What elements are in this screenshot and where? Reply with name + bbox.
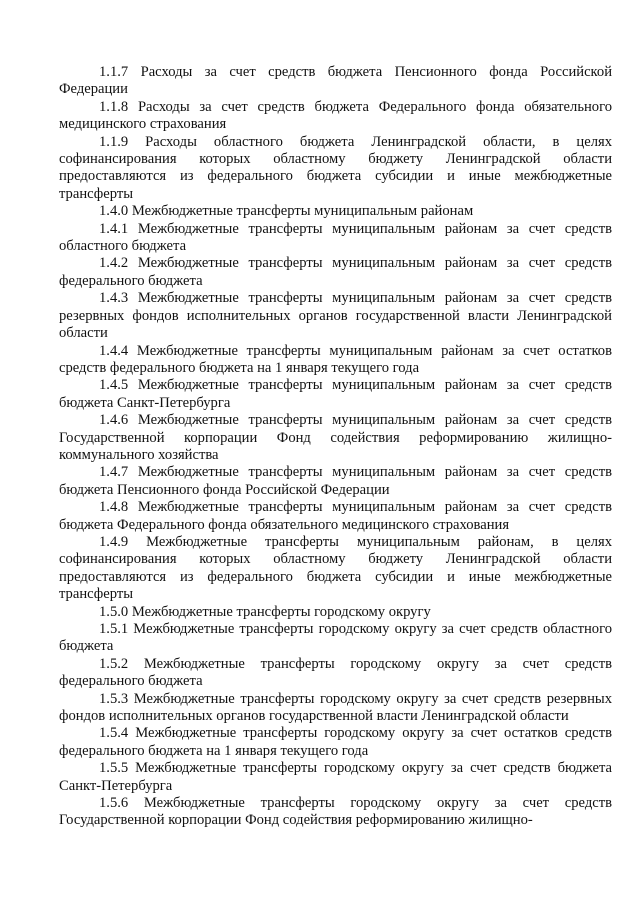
paragraph-1-5-4: 1.5.4 Межбюджетные трансферты городскому округу за счет остатков средств федерального бюджета на 1 января текущего года — [59, 725, 612, 759]
paragraph-1-1-9: 1.1.9 Расходы областного бюджета Ленинградской области, в целях софинансирования которых областному бюджету Ленинградской области предоставляются из федерального бюджета субсидии и иные межбюджетные трансферты — [59, 133, 612, 202]
paragraph-1-4-0: 1.4.0 Межбюджетные трансферты муниципальным районам — [99, 203, 474, 220]
paragraph-1-4-2: 1.4.2 Межбюджетные трансферты муниципальным районам за счет средств федерального бюджета — [59, 255, 612, 289]
document-body — [59, 64, 612, 830]
paragraph-1-5-5: 1.5.5 Межбюджетные трансферты городскому округу за счет средств бюджета Санкт-Петербурга — [59, 760, 612, 794]
paragraph-1-5-1: 1.5.1 Межбюджетные трансферты городскому округу за счет средств областного бюджета — [59, 621, 612, 655]
paragraph-1-5-6: 1.5.6 Межбюджетные трансферты городскому округу за счет средств Государственной корпорации Фонд содействия реформированию жилищно- — [59, 795, 612, 829]
paragraph-1-4-5: 1.4.5 Межбюджетные трансферты муниципальным районам за счет средств бюджета Санкт-Петербурга — [59, 377, 612, 411]
paragraph-1-5-3: 1.5.3 Межбюджетные трансферты городскому округу за счет средств резервных фондов исполнительных органов государственной власти Ленинградской области — [59, 690, 612, 725]
paragraph-1-4-9: 1.4.9 Межбюджетные трансферты муниципальным районам, в целях софинансирования которых областному бюджету Ленинградской области предоставляются из федерального бюджета субсидии и иные межбюджетные трансферты — [59, 533, 612, 603]
paragraph-1-4-6: 1.4.6 Межбюджетные трансферты муниципальным районам за счет средств Государственной корпорации Фонд содействия реформированию жилищно-коммунального хозяйства — [59, 412, 612, 463]
paragraph-1-4-4: 1.4.4 Межбюджетные трансферты муниципальным районам за счет остатков средств федерального бюджета на 1 января текущего года — [59, 342, 612, 376]
paragraph-1-4-8: 1.4.8 Межбюджетные трансферты муниципальным районам за счет средств бюджета Федерального фонда обязательного медицинского страхования — [59, 499, 612, 533]
paragraph-1-4-3: 1.4.3 Межбюджетные трансферты муниципальным районам за счет средств резервных фондов исполнительных органов государственной власти Ленинградской области — [59, 290, 612, 342]
paragraph-1-1-8: 1.1.8 Расходы за счет средств бюджета Федерального фонда обязательного медицинского страхования — [59, 98, 612, 133]
paragraph-1-4-1: 1.4.1 Межбюджетные трансферты муниципальным районам за счет средств областного бюджета — [59, 220, 612, 255]
paragraph-1-1-7: 1.1.7 Расходы за счет средств бюджета Пенсионного фонда Российской Федерации — [59, 64, 612, 98]
paragraph-1-5-0: 1.5.0 Межбюджетные трансферты городскому округу — [99, 603, 431, 620]
paragraph-1-4-7: 1.4.7 Межбюджетные трансферты муниципальным районам за счет средств бюджета Пенсионного фонда Российской Федерации — [59, 464, 612, 498]
paragraph-1-5-2: 1.5.2 Межбюджетные трансферты городскому округу за счет средств федерального бюджета — [59, 655, 612, 690]
